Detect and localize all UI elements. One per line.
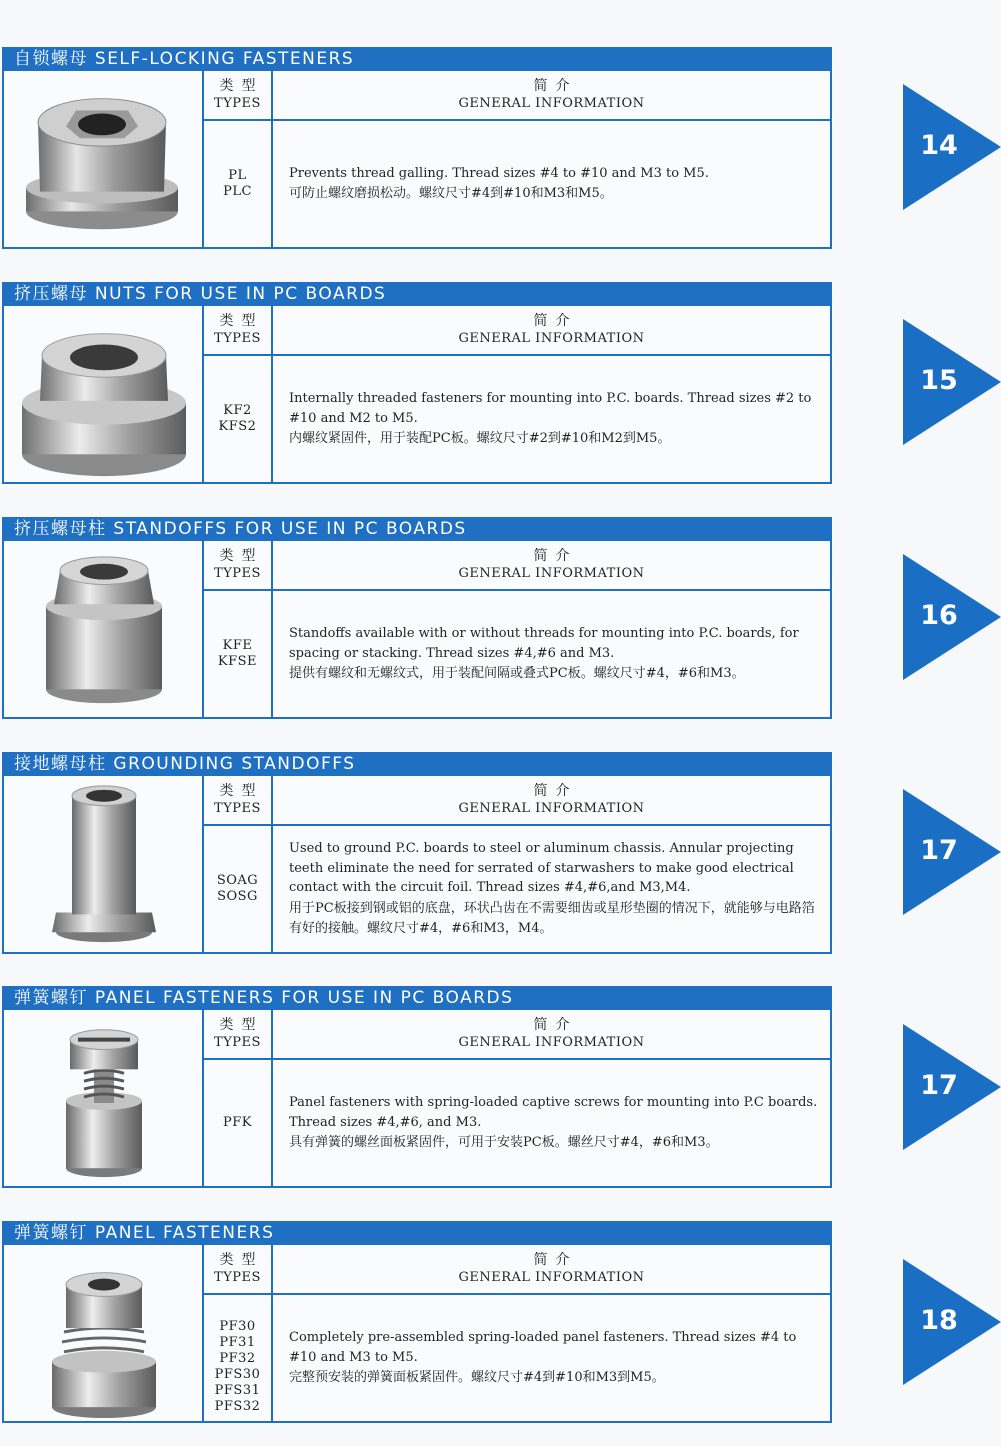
types-list: KFE KFSE bbox=[217, 638, 258, 669]
types-list: PF30 PF31 PF32 PFS30 PFS31 PFS32 bbox=[214, 1319, 261, 1414]
section-pc-board-panel-fasteners bbox=[2, 986, 832, 1188]
section-title: 接地螺母柱 GROUNDING STANDOFFS bbox=[2, 752, 832, 776]
general-information: Panel fasteners with spring-loaded captive screws for mounting into P.C boards. Thread sizes #4,#6, and M3. 具有弹簧的螺丝面板紧固件，可用于安装PC板。螺丝尺寸#4，#6和M3。 bbox=[289, 1095, 818, 1150]
page-tab-14[interactable]: 14 bbox=[903, 84, 1001, 210]
page-tab-16[interactable]: 16 bbox=[903, 554, 1001, 680]
section-title: 挤压螺母柱 STANDOFFS FOR USE IN PC BOARDS bbox=[2, 517, 832, 541]
types-header: 类型 TYPES bbox=[204, 71, 271, 121]
general-information: Prevents thread galling. Thread sizes #4 to #10 and M3 to M5. 可防止螺纹磨损松动。螺纹尺寸#4到#10和M3和M5。 bbox=[289, 165, 709, 202]
panel-fastener-icon bbox=[4, 1245, 204, 1421]
section-title: 挤压螺母 NUTS FOR USE IN PC BOARDS bbox=[2, 282, 832, 306]
info-header: 简介 GENERAL INFORMATION bbox=[273, 1010, 830, 1060]
section-self-locking bbox=[2, 47, 832, 249]
info-header: 简介 GENERAL INFORMATION bbox=[273, 776, 830, 826]
standoff-icon bbox=[4, 541, 204, 717]
section-title: 弹簧螺钉 PANEL FASTENERS FOR USE IN PC BOARDS bbox=[2, 986, 832, 1010]
general-information: Internally threaded fasteners for mounting into P.C. boards. Thread sizes #2 to #10 and M2 to M5. 内螺纹紧固件，用于装配PC板。螺纹尺寸#2到#10和M2到M5。 bbox=[289, 391, 812, 446]
info-header: 简介 GENERAL INFORMATION bbox=[273, 1245, 830, 1295]
page-tab-15[interactable]: 15 bbox=[903, 319, 1001, 445]
section-title: 自锁螺母 SELF-LOCKING FASTENERS bbox=[2, 47, 832, 71]
spring-screw-icon bbox=[4, 1010, 204, 1186]
types-list: PFK bbox=[223, 1115, 252, 1130]
types-header: 类型 TYPES bbox=[204, 1245, 271, 1295]
general-information: Completely pre-assembled spring-loaded panel fasteners. Thread sizes #4 to #10 and M3 to M5. 完整预安装的弹簧面板紧固件。螺纹尺寸#4到#10和M3到M5。 bbox=[289, 1330, 797, 1385]
types-header: 类型 TYPES bbox=[204, 541, 271, 591]
self-locking-nut-icon bbox=[4, 71, 204, 247]
general-information: Used to ground P.C. boards to steel or aluminum chassis. Annular projecting teeth eliminate the need for serrated of starwashers to make good electrical contact with the circuit foil. Thread sizes #4,#6,and M3,M4. 用于PC板接到钢或铝的底盘，环状凸齿在不需要细齿或星形垫圈的情况下，就能够与电路箔有好的接触。螺纹尺寸#4，#6和M3，M4。 bbox=[289, 841, 815, 936]
page-tab-17-b[interactable]: 17 bbox=[903, 1024, 1001, 1150]
types-list: KF2 KFS2 bbox=[218, 403, 257, 434]
types-header: 类型 TYPES bbox=[204, 306, 271, 356]
types-list: PL PLC bbox=[223, 168, 252, 199]
pc-board-nut-icon bbox=[4, 306, 204, 482]
section-pc-board-standoffs bbox=[2, 517, 832, 719]
info-header: 简介 GENERAL INFORMATION bbox=[273, 541, 830, 591]
page-tab-17-a[interactable]: 17 bbox=[903, 789, 1001, 915]
types-header: 类型 TYPES bbox=[204, 1010, 271, 1060]
info-header: 简介 GENERAL INFORMATION bbox=[273, 71, 830, 121]
types-header: 类型 TYPES bbox=[204, 776, 271, 826]
page-tab-18[interactable]: 18 bbox=[903, 1259, 1001, 1385]
section-grounding-standoffs bbox=[2, 752, 832, 954]
section-panel-fasteners bbox=[2, 1221, 832, 1423]
section-pc-board-nuts bbox=[2, 282, 832, 484]
general-information: Standoffs available with or without threads for mounting into P.C. boards, for spacing or stacking. Thread sizes #4,#6 and M3. 提供有螺纹和无螺纹式，用于装配间隔或叠式PC板。螺纹尺寸#4，#6和M3。 bbox=[289, 626, 799, 681]
grounding-standoff-icon bbox=[4, 776, 204, 952]
types-list: SOAG SOSG bbox=[216, 873, 259, 904]
section-title: 弹簧螺钉 PANEL FASTENERS bbox=[2, 1221, 832, 1245]
info-header: 简介 GENERAL INFORMATION bbox=[273, 306, 830, 356]
